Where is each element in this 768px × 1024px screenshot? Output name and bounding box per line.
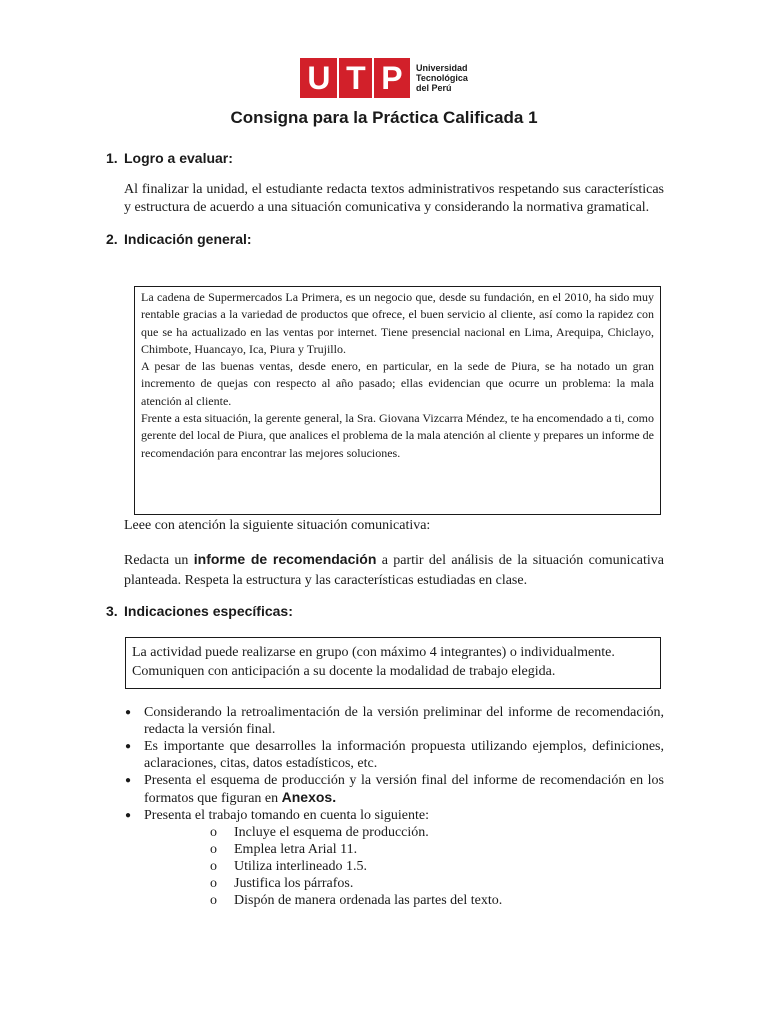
bullet-icon: ● (125, 775, 132, 786)
sub-list-item (210, 841, 664, 858)
logo-line: Tecnológica (416, 73, 468, 83)
list-item (124, 772, 664, 807)
task-bold-text: informe de recomendación (193, 551, 377, 567)
sub-list-item-text: Dispón de manera ordenada las partes del texto. (234, 893, 503, 908)
task-text: Redacta un (124, 553, 194, 568)
section-number: 2. (106, 231, 118, 247)
circle-bullet-icon: o (210, 893, 217, 908)
section-heading-text: Indicación general: (124, 231, 252, 247)
logo-separator (337, 58, 339, 98)
logo-line: del Perú (416, 83, 452, 93)
circle-bullet-icon: o (210, 859, 217, 874)
bullet-icon: ● (125, 741, 132, 752)
sub-list-item (210, 824, 664, 841)
section-heading-text: Indicaciones específicas: (124, 603, 293, 619)
case-paragraph: La cadena de Supermercados La Primera, es un negocio que, desde su fundación, en el 2010, ha sido muy rentable gracias a la variedad de productos que ofrece, el buen servicio al cliente, así como la rapidez con que se ha actualizado en las ventas por internet. Tiene presencial nacional en Lima, Arequipa, Chiclayo, Chimbote, Huancayo, Ica, Piura y Trujillo. (141, 290, 654, 356)
list-item-text: Es importante que desarrolles la información propuesta utilizando ejemplos, definiciones, aclaraciones, citas, datos estadísticos, etc. (144, 739, 664, 771)
case-situation-box (134, 286, 661, 515)
instruction-line: Comuniquen con anticipación a su docente la modalidad de trabajo elegida. (132, 664, 556, 679)
group-instructions-box (125, 637, 661, 689)
bullet-icon: ● (125, 707, 132, 718)
case-paragraph: A pesar de las buenas ventas, desde enero, en particular, en la sede de Piura, se ha notado un gran incremento de quejas con respecto al año pasado; ellas evidencian que ocurre un problema: la mala atención al cliente. (141, 359, 654, 408)
section-number: 1. (106, 150, 118, 166)
section-number: 3. (106, 603, 118, 619)
section-heading-2 (106, 231, 252, 247)
circle-bullet-icon: o (210, 825, 217, 840)
sub-list-item-text: Justifica los párrafos. (234, 876, 354, 891)
sub-list-item-text: Emplea letra Arial 11. (234, 842, 358, 857)
sub-list-item (210, 892, 664, 909)
specific-indications-list (124, 704, 664, 909)
section-heading-1 (106, 150, 233, 166)
task-text: a partir del análisis de la situación comunicativa planteada. Respeta la estructura y las características estudiadas en clase. (124, 553, 664, 588)
case-paragraph: Frente a esta situación, la gerente general, la Sra. Giovana Vizcarra Méndez, te ha encomendado a ti, como gerente del local de Piura, que analices el problema de la mala atención al cliente y prepares un informe de recomendación para encontrar las mejores soluciones. (141, 411, 654, 460)
list-item-bold-text: Anexos. (281, 789, 337, 805)
section-heading-3 (106, 603, 293, 619)
list-item (124, 807, 664, 909)
sub-list-item (210, 875, 664, 892)
document-title: Consigna para la Práctica Calificada 1 (230, 108, 538, 127)
format-requirements-list (144, 824, 664, 909)
task-paragraph (124, 549, 664, 591)
logo-separator (372, 58, 374, 98)
list-item-text: Considerando la retroalimentación de la versión preliminar del informe de recomendación, redacta la versión final. (144, 705, 664, 737)
logo-line: Universidad (416, 63, 468, 73)
circle-bullet-icon: o (210, 842, 217, 857)
sub-list-item-text: Incluye el esquema de producción. (234, 825, 429, 840)
utp-logo (300, 58, 468, 98)
instruction-line: La actividad puede realizarse en grupo (con máximo 4 integrantes) o individualmente. (132, 645, 615, 660)
section-heading-text: Logro a evaluar: (124, 150, 233, 166)
logo-letter-t: T (346, 60, 366, 96)
list-item (124, 738, 664, 772)
logo-mark (300, 58, 410, 98)
logro-paragraph: Al finalizar la unidad, el estudiante redacta textos administrativos respetando sus características y estructura de acuerdo a una situación comunicativa y considerando la normativa gramatical. (124, 182, 664, 215)
sub-list-item-text: Utiliza interlineado 1.5. (234, 859, 367, 874)
logo-letter-u: U (307, 60, 331, 96)
list-item (124, 704, 664, 738)
sub-list-item (210, 858, 664, 875)
logo-letter-p: P (381, 60, 403, 96)
logo-wordmark (416, 63, 468, 93)
circle-bullet-icon: o (210, 876, 217, 891)
list-item-text: Presenta el trabajo tomando en cuenta lo siguiente: (144, 808, 429, 823)
read-instruction: Leee con atención la siguiente situación comunicativa: (124, 518, 431, 533)
list-item-text: Presenta el esquema de producción y la versión final del informe de recomendación en los formatos que figuran en (144, 773, 664, 806)
bullet-icon: ● (125, 810, 132, 821)
